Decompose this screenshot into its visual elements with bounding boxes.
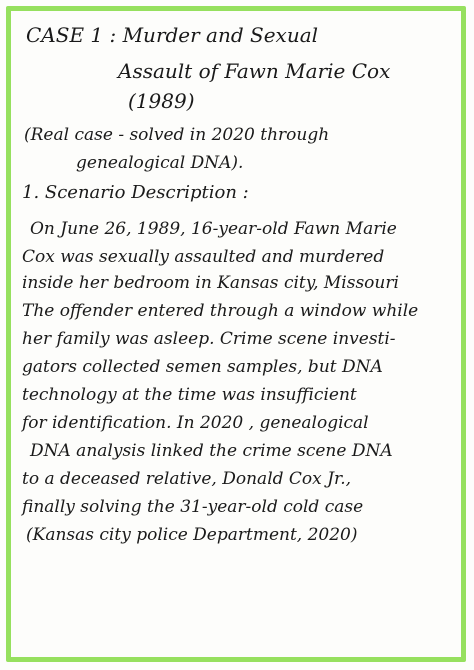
body-line-3: inside her bedroom in Kansas city, Missouri	[22, 273, 399, 293]
body-line-2: Cox was sexually assaulted and murdered	[22, 247, 385, 267]
body-line-11: finally solving the 31-year-old cold case	[22, 497, 364, 517]
case-note-line-1: (Real case - solved in 2020 through	[24, 125, 330, 145]
case-title-line-1: CASE 1 : Murder and Sexual	[26, 23, 319, 47]
body-line-7: technology at the time was insufficient	[22, 385, 357, 405]
case-title-year: (1989)	[128, 89, 195, 113]
body-line-5: her family was asleep. Crime scene investi-	[22, 329, 396, 349]
body-line-1: On June 26, 1989, 16-year-old Fawn Marie	[30, 219, 397, 239]
case-title-line-2: Assault of Fawn Marie Cox	[118, 59, 391, 83]
body-line-9: DNA analysis linked the crime scene DNA	[30, 441, 393, 461]
section-heading: 1. Scenario Description :	[22, 182, 249, 203]
case-note-line-2: genealogical DNA).	[76, 153, 244, 173]
body-line-10: to a deceased relative, Donald Cox Jr.,	[22, 469, 352, 489]
body-line-12: (Kansas city police Department, 2020)	[26, 525, 358, 545]
body-line-4: The offender entered through a window while	[22, 301, 419, 321]
body-line-6: gators collected semen samples, but DNA	[22, 357, 383, 377]
body-line-8: for identification. In 2020 , genealogical	[22, 413, 369, 433]
